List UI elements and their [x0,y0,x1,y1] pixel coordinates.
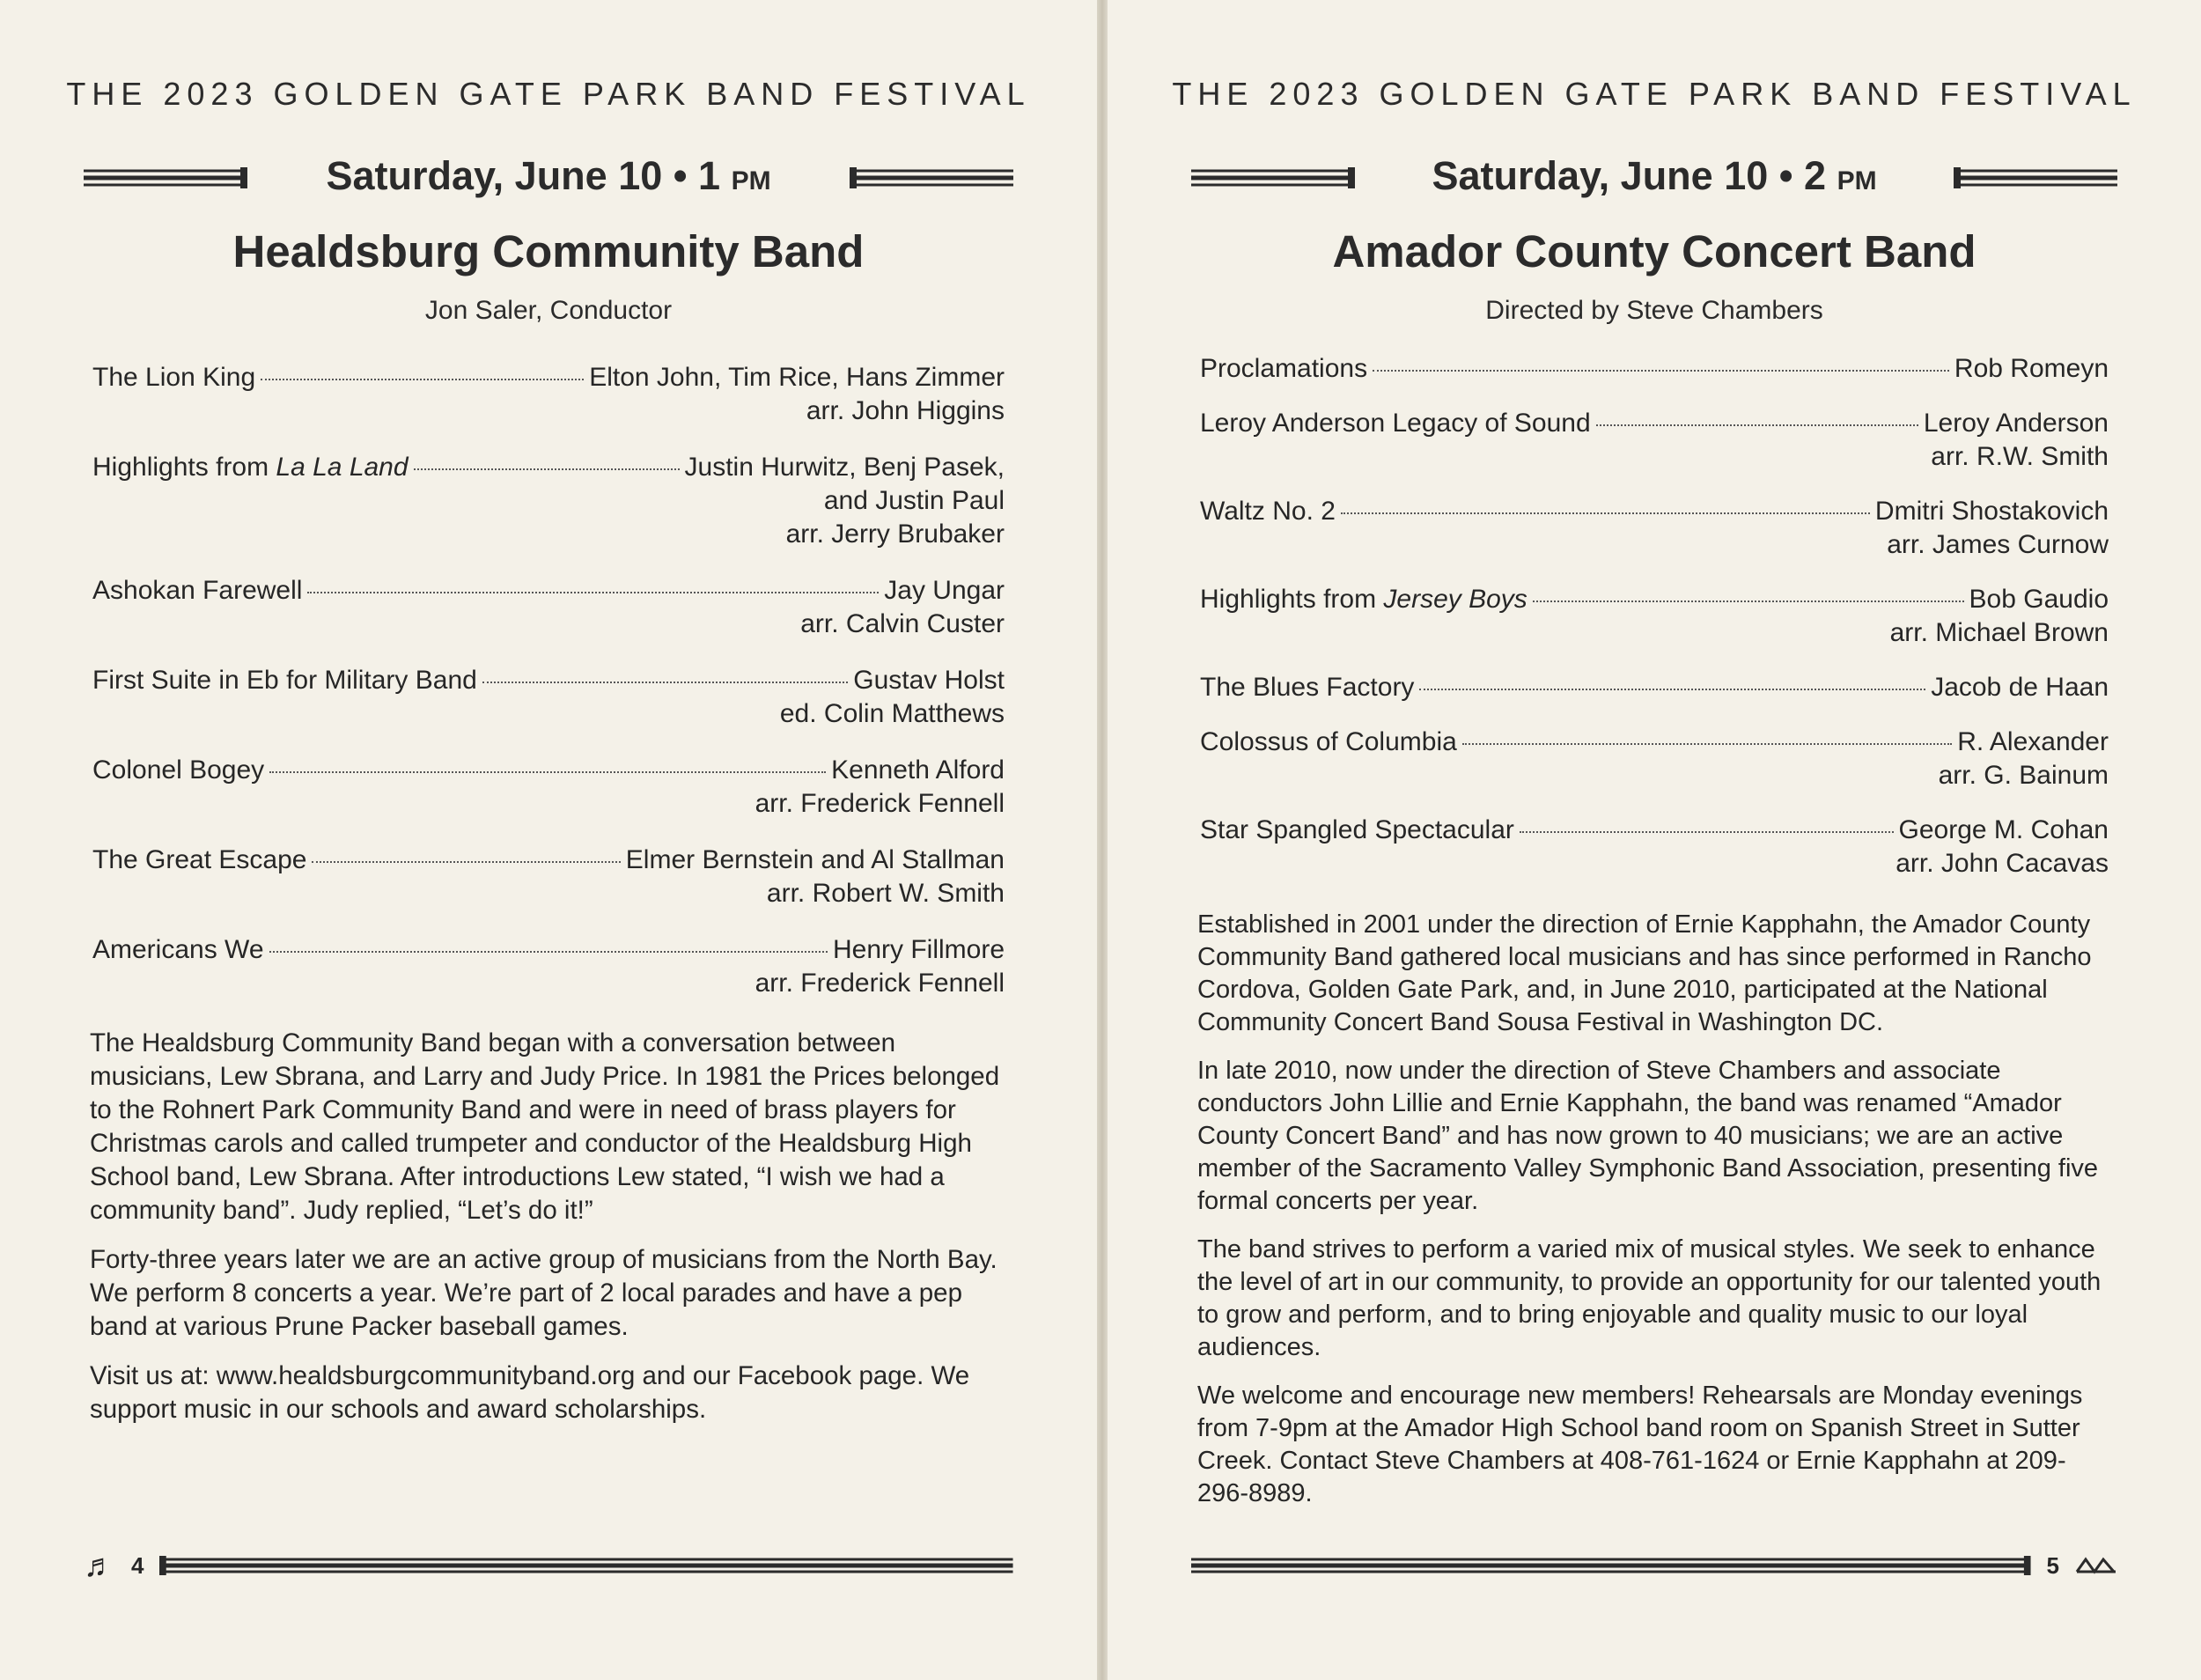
piece-title: The Great Escape [92,845,307,874]
dot-leader [1596,424,1918,426]
program-item [92,933,1005,1000]
piece-composer: Kenneth Alford [831,755,1005,785]
festival-header: THE 2023 GOLDEN GATE PARK BAND FESTIVAL [66,76,1031,112]
program-row [92,844,1005,877]
band-name: Amador County Concert Band [1332,226,1976,276]
piece-title: Ashokan Farewell [92,576,303,605]
program-item [1200,407,2109,474]
program-row [1200,495,2109,528]
right-ornament-bar [1950,158,2117,194]
date-pm: PM [731,166,771,195]
festival-header: THE 2023 GOLDEN GATE PARK BAND FESTIVAL [1172,76,2137,112]
piece-title: First Suite in Eb for Military Band [92,666,477,695]
band-name: Healdsburg Community Band [232,226,865,276]
dot-leader [1373,370,1949,372]
piece-composer: Jay Ungar [884,576,1005,605]
right-page [1108,0,2201,1680]
program-row [1200,352,2109,386]
program-item [1200,583,2109,650]
program-item [92,361,1005,428]
program-item [1200,352,2109,386]
left-page [0,0,1097,1680]
piece-arranger: ed. Colin Matthews [779,699,1005,728]
program-row [1200,814,2109,847]
piece-composer: Jacob de Haan [1931,673,2109,702]
history-paragraph: Visit us at: www.healdsburgcommunityband.org and our Facebook page. We support music in our schools and award scholarships. [90,1361,970,1424]
history-paragraph: The Healdsburg Community Band began with a conversation between musicians, Lew Sbrana, and Larry and Judy Price. In 1981 the Prices belonged to the Rohnert Park Community Band and were in need of brass players for Christmas carols and called trumpeter and conductor of the Healdsburg High School band, Lew Sbrana. After introductions Lew stated, “I wish we had a community band”. Judy replied, “Let’s do it!” [90,1028,1000,1225]
piece-title: The Blues Factory [1200,673,1415,702]
piece-title: Star Spangled Spectacular [1200,815,1514,844]
piece-composer: R. Alexander [1957,727,2109,756]
piece-arranger: arr. G. Bainum [1938,761,2109,790]
piece-title: Colossus of Columbia [1200,727,1457,756]
piece-composer: Gustav Holst [853,666,1005,695]
program-item [1200,495,2109,562]
page-footer [1191,1546,2117,1585]
left-ornament-bar [84,158,251,194]
dot-leader [1419,689,1925,690]
program-row [1200,583,2109,616]
piece-title: Highlights from Jersey Boys [1200,585,1527,614]
program-list [1200,352,2109,902]
program-row [92,574,1005,608]
program-row [92,754,1005,787]
band-history [90,1027,1009,1442]
piece-composer: Elton John, Tim Rice, Hans Zimmer [589,363,1005,392]
piece-title-italic: Jersey Boys [1383,585,1527,614]
piece-arranger: arr. Robert W. Smith [766,879,1005,908]
right-ornament-bar [846,158,1013,194]
piece-title: Colonel Bogey [92,755,265,785]
piece-arranger: arr. John Higgins [806,396,1005,425]
band-director: Directed by Steve Chambers [1485,296,1823,325]
program-item [1200,671,2109,704]
dot-leader [414,468,680,470]
history-paragraph: Forty-three years later we are an active group of musicians from the North Bay. We perform 8 concerts a year. We’re part of 2 local parades and have a pep band at various Prune Packer baseball games. [90,1245,997,1341]
footer-ornament-bar [1191,1552,2031,1579]
program-row [1200,407,2109,440]
date-pm: PM [1837,166,1877,195]
dot-leader [1533,601,1964,602]
piece-composer: Rob Romeyn [1954,354,2109,383]
event-date [326,153,770,199]
piece-arranger: arr. Frederick Fennell [755,969,1005,998]
date-bar [84,148,1013,204]
piece-arranger: arr. James Curnow [1887,530,2109,559]
piece-arranger: arr. Frederick Fennell [755,789,1005,818]
piece-title: Leroy Anderson Legacy of Sound [1200,409,1591,438]
piece-arranger: arr. John Cacavas [1896,849,2109,878]
program-row [1200,726,2109,759]
piece-composer: Dmitri Shostakovich [1874,497,2109,526]
program-row [92,933,1005,967]
book-gutter [1097,0,1108,1680]
band-director: Jon Saler, Conductor [424,296,673,325]
program-item [1200,726,2109,792]
piece-arranger: and Justin Paul [823,486,1005,515]
footer-ornament-bar [159,1552,1013,1579]
dot-leader [261,379,584,380]
piece-composer: George M. Cohan [1898,815,2109,844]
piece-composer: Bob Gaudio [1969,585,2109,614]
history-paragraph: The band strives to perform a varied mix of musical styles. We seek to enhance the level of art in our community, to provide an opportunity for our talented youth to grow and perform, and to bring enjoyable and quality music to our loyal audiences. [1197,1235,2102,1361]
piece-composer: Justin Hurwitz, Benj Pasek, [684,453,1005,482]
date-text: Saturday, June 10 • 1 [326,153,721,198]
dot-leader [1462,743,1952,745]
dot-leader [269,771,826,773]
band-history [1197,909,2113,1526]
left-ornament-bar [1191,158,1358,194]
program-row [92,361,1005,394]
piece-composer: Leroy Anderson [1923,409,2109,438]
program-item [92,451,1005,551]
piece-composer: Elmer Bernstein and Al Stallman [625,845,1005,874]
program-item [92,574,1005,641]
waves-icon [2075,1552,2117,1579]
history-paragraph: Established in 2001 under the direction of Ernie Kapphahn, the Amador County Community Band gathered local musicians and has since performed in Rancho Cordova, Golden Gate Park, and, in June 2010, participated at the National Community Concert Band Sousa Festival in Washington DC. [1197,910,2092,1036]
dot-leader [269,951,828,953]
piece-arranger: arr. Calvin Custer [800,609,1005,638]
piece-composer: Henry Fillmore [832,935,1005,964]
program-item [92,844,1005,910]
piece-arranger: arr. R.W. Smith [1931,442,2109,471]
dot-leader [482,682,848,683]
piece-arranger: arr. Michael Brown [1889,618,2109,647]
program-row [1200,671,2109,704]
program-row [92,664,1005,697]
piece-title: Highlights from La La Land [92,453,409,482]
date-text: Saturday, June 10 • 2 [1432,153,1827,198]
piece-title: The Lion King [92,363,256,392]
dot-leader [1341,512,1870,514]
dot-leader [312,861,620,863]
piece-arranger: arr. Jerry Brubaker [785,519,1005,549]
event-date [1432,153,1876,199]
page-number: 5 [2046,1551,2059,1579]
page-number: 4 [131,1551,144,1579]
program-item [92,664,1005,731]
page-footer [84,1546,1013,1585]
program-item [1200,814,2109,881]
piece-title: Proclamations [1200,354,1368,383]
piece-title-italic: La La Land [276,453,409,482]
music-notes-icon: ♬ [84,1547,115,1583]
dot-leader [307,592,879,593]
dot-leader [1520,831,1894,833]
piece-title: Americans We [92,935,264,964]
history-paragraph: We welcome and encourage new members! Rehearsals are Monday evenings from 7-9pm at the Amador High School band room on Spanish Street in Sutter Creek. Contact Steve Chambers at 408-761-1624 or Ernie Kapphahn at 209-296-8989. [1197,1382,2083,1507]
program-row [92,451,1005,484]
date-bar [1191,148,2117,204]
history-paragraph: In late 2010, now under the direction of Steve Chambers and associate conductors John Lillie and Ernie Kapphahn, the band was renamed “Amador County Concert Band” and has now grown to 40 musicians; we are an active member of the Sacramento Valley Symphonic Band Association, presenting five formal concerts per year. [1197,1057,2099,1215]
program-item [92,754,1005,821]
piece-title: Waltz No. 2 [1200,497,1336,526]
program-list [92,361,1005,1023]
